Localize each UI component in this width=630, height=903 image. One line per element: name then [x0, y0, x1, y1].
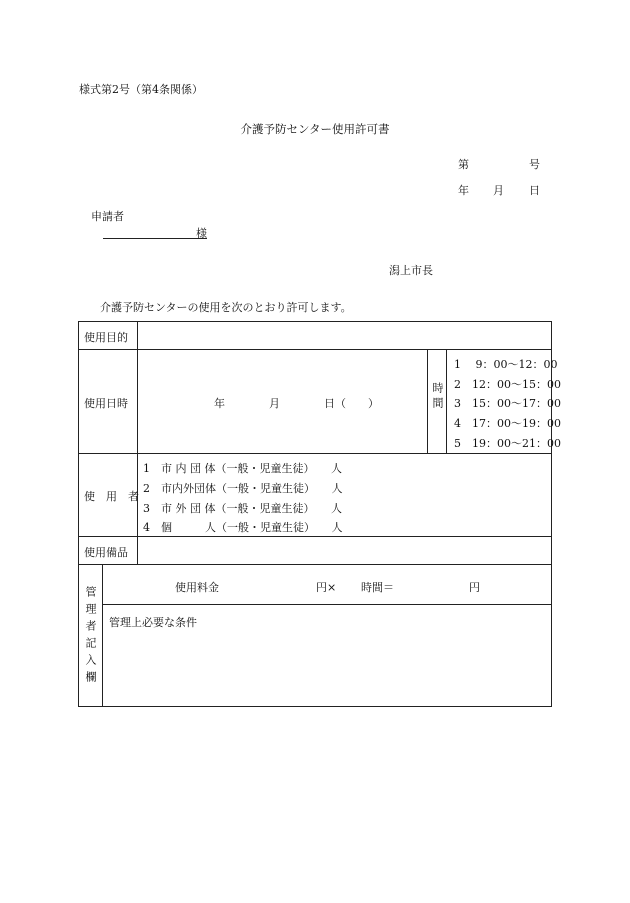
- honorific-sama: 様: [196, 227, 207, 240]
- time-label: 時間: [431, 382, 444, 412]
- time-slot-item[interactable]: 1 9：00～12：00: [454, 358, 558, 371]
- issue-date-month: 月: [493, 184, 504, 197]
- user-category-item[interactable]: 4 個 人（一般・児童生徒） 人: [143, 521, 343, 534]
- conditions-label: 管理上必要な条件: [109, 616, 197, 629]
- time-slot-item[interactable]: 5 19：00～21：00: [454, 437, 561, 450]
- datetime-label: 使用日時: [84, 397, 128, 410]
- permit-number-suffix: 号: [529, 158, 540, 171]
- datetime-value[interactable]: 年 月 日（ ）: [214, 397, 379, 410]
- fee-hours-equals: 時間＝: [361, 581, 394, 594]
- admin-column-divider: [102, 564, 103, 706]
- row-divider: [79, 536, 551, 537]
- user-category-item[interactable]: 2 市内外団体（一般・児童生徒） 人: [143, 482, 343, 495]
- permit-number-prefix: 第: [458, 158, 469, 171]
- time-label-divider-left: [427, 349, 428, 453]
- issue-date-day: 日: [529, 184, 540, 197]
- equipment-label: 使用備品: [84, 546, 128, 559]
- issuer-mayor: 潟上市長: [389, 264, 433, 277]
- time-label-divider-right: [446, 349, 447, 453]
- time-slot-item[interactable]: 3 15：00～17：00: [454, 397, 561, 410]
- applicant-label: 申請者: [91, 210, 124, 223]
- fee-yen-times: 円×: [316, 581, 337, 594]
- time-slot-item[interactable]: 2 12：00～15：00: [454, 378, 561, 391]
- permit-table: [78, 321, 561, 707]
- fee-yen: 円: [469, 581, 480, 594]
- time-slot-item[interactable]: 4 17：00～19：00: [454, 417, 561, 430]
- equipment-field[interactable]: [141, 540, 547, 560]
- row-divider: [79, 349, 551, 350]
- label-column-divider: [137, 322, 138, 564]
- user-label: 使 用 者: [84, 490, 139, 503]
- fee-label: 使用料金: [175, 581, 219, 594]
- user-category-item[interactable]: 1 市 内 団 体（一般・児童生徒） 人: [143, 462, 342, 475]
- intro-text: 介護予防センターの使用を次のとおり許可します。: [100, 301, 352, 314]
- admin-entry-label: 管理者記入欄: [84, 586, 97, 688]
- row-divider: [79, 453, 551, 454]
- purpose-label: 使用目的: [84, 331, 128, 344]
- row-divider: [102, 604, 551, 605]
- issue-date-year: 年: [458, 184, 469, 197]
- applicant-name-line: [103, 238, 207, 239]
- row-divider: [79, 564, 551, 565]
- user-category-item[interactable]: 3 市 外 団 体（一般・児童生徒） 人: [143, 502, 342, 515]
- purpose-field[interactable]: [141, 325, 547, 345]
- form-number-label: 様式第2号（第4条関係）: [79, 83, 203, 96]
- document-title: 介護予防センター使用許可書: [240, 122, 390, 136]
